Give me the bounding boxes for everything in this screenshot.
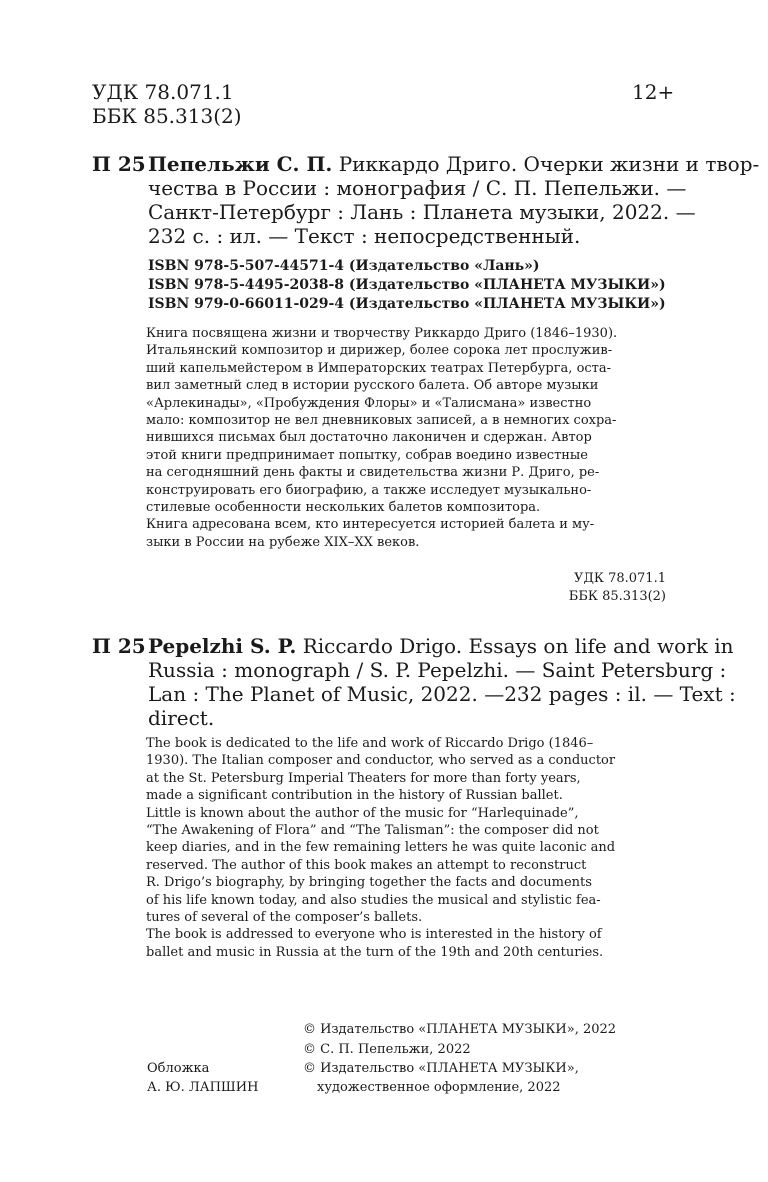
ru-author: Пепельжи С. П. (148, 152, 333, 176)
copyright-line: художественное оформление, 2022 (317, 1080, 561, 1095)
copyright-line: © Издательство «ПЛАНЕТА МУЗЫКИ», (303, 1061, 579, 1076)
ru-abstract-line: Книга посвящена жизни и творчеству Риккардо Дриго (1846–1930). (146, 326, 618, 341)
en-entry-line: Lan : The Planet of Music, 2022. —232 pages : il. — Text : (148, 682, 736, 706)
en-abstract-line: Little is known about the author of the music for “Harlequinade”, (146, 805, 579, 821)
cover-credit-name: А. Ю. ЛАПШИН (147, 1080, 259, 1095)
ru-bbk-footer: ББК 85.313(2) (568, 589, 666, 604)
en-abstract (146, 735, 668, 961)
isbn-line: ISBN 979-0-66011-029-4 (Издательство «ПЛАНЕТА МУЗЫКИ») (148, 296, 666, 312)
ru-abstract-line: мало: композитор не вел дневниковых записей, а в немногих сохра- (146, 413, 617, 429)
en-abstract-line: keep diaries, and in the few remaining letters he was quite laconic and (146, 840, 616, 856)
ru-abstract-line: ший капельмейстером в Императорских театрах Петербурга, оста- (146, 360, 612, 376)
en-abstract-line: ballet and music in Russia at the turn of the 19th and 20th centuries. (146, 944, 604, 960)
ru-abstract-line: Итальянский композитор и дирижер, более сорока лет прослужив- (146, 343, 613, 359)
ru-entry-line: 232 с. : ил. — Текст : непосредственный. (148, 224, 581, 248)
isbn-line: ISBN 978-5-507-44571-4 (Издательство «Лань») (148, 258, 540, 274)
en-abstract-line: 1930). The Italian composer and conductor, who served as a conductor (146, 753, 616, 769)
ru-abstract-line: Книга адресована всем, кто интересуется историей балета и му- (146, 517, 595, 533)
ru-entry-first-line (148, 152, 760, 176)
copyright-line: © С. П. Пепельжи, 2022 (303, 1042, 471, 1057)
en-abstract-line: tures of several of the composer’s ballets. (146, 910, 423, 926)
en-entry-index: П 25 (92, 634, 146, 658)
ru-entry-index: П 25 (92, 152, 146, 176)
ru-abstract-line: этой книги предпринимает попытку, собрав воедино известные (146, 447, 588, 463)
en-abstract-line: made a significant contribution in the history of Russian ballet. (146, 788, 563, 804)
en-abstract-line: The book is addressed to everyone who is interested in the history of (146, 927, 602, 943)
ru-entry-line: чества в России : монография / С. П. Пепельжи. — (148, 176, 687, 200)
cover-credit-label: Обложка (147, 1061, 210, 1076)
age-rating: 12+ (632, 80, 675, 104)
en-abstract-line: R. Drigo’s biography, by bringing together the facts and documents (146, 875, 592, 891)
ru-entry-line: Санкт-Петербург : Лань : Планета музыки, 2022. — (148, 200, 696, 224)
en-abstract-line: “The Awakening of Flora” and “The Talisman”: the composer did not (146, 823, 599, 839)
en-abstract-line: at the St. Petersburg Imperial Theaters for more than forty years, (146, 770, 581, 786)
ru-abstract-line: зыки в России на рубеже XIX–XX веков. (146, 534, 420, 550)
en-entry-line: direct. (148, 706, 215, 730)
ru-abstract-line: вил заметный след в истории русского балета. Об авторе музыки (146, 378, 599, 394)
udk-code: УДК 78.071.1 (92, 80, 234, 104)
copyright-line: © Издательство «ПЛАНЕТА МУЗЫКИ», 2022 (303, 1022, 617, 1037)
bbk-code: ББК 85.313(2) (92, 104, 242, 128)
ru-abstract-line: конструировать его биографию, а также исследует музыкально- (146, 482, 592, 498)
isbn-line: ISBN 978-5-4495-2038-8 (Издательство «ПЛАНЕТА МУЗЫКИ») (148, 277, 666, 293)
en-abstract-line: of his life known today, and also studies the musical and stylistic fea- (146, 892, 601, 908)
en-entry-first-line (148, 634, 734, 658)
ru-abstract-line: стилевые особенности нескольких балетов композитора. (146, 500, 541, 516)
en-abstract-line: The book is dedicated to the life and work of Riccardo Drigo (1846– (146, 736, 594, 751)
en-entry-line: Russia : monograph / S. P. Pepelzhi. — Saint Petersburg : (148, 658, 727, 682)
ru-udk-footer: УДК 78.071.1 (573, 571, 666, 586)
ru-abstract-line: на сегодняшний день факты и свидетельства жизни Р. Дриго, ре- (146, 465, 600, 481)
ru-title: Риккардо Дриго. Очерки жизни и твор- (332, 152, 760, 176)
en-abstract-line: reserved. The author of this book makes an attempt to reconstruct (146, 857, 587, 873)
en-author: Pepelzhi S. P. (148, 634, 297, 658)
ru-abstract (146, 325, 666, 551)
en-title: Riccardo Drigo. Essays on life and work in (296, 634, 734, 658)
ru-abstract-line: «Арлекинады», «Пробуждения Флоры» и «Талисмана» известно (146, 395, 592, 411)
ru-abstract-line: нившихся письмах был достаточно лаконичен и сдержан. Автор (146, 430, 592, 446)
